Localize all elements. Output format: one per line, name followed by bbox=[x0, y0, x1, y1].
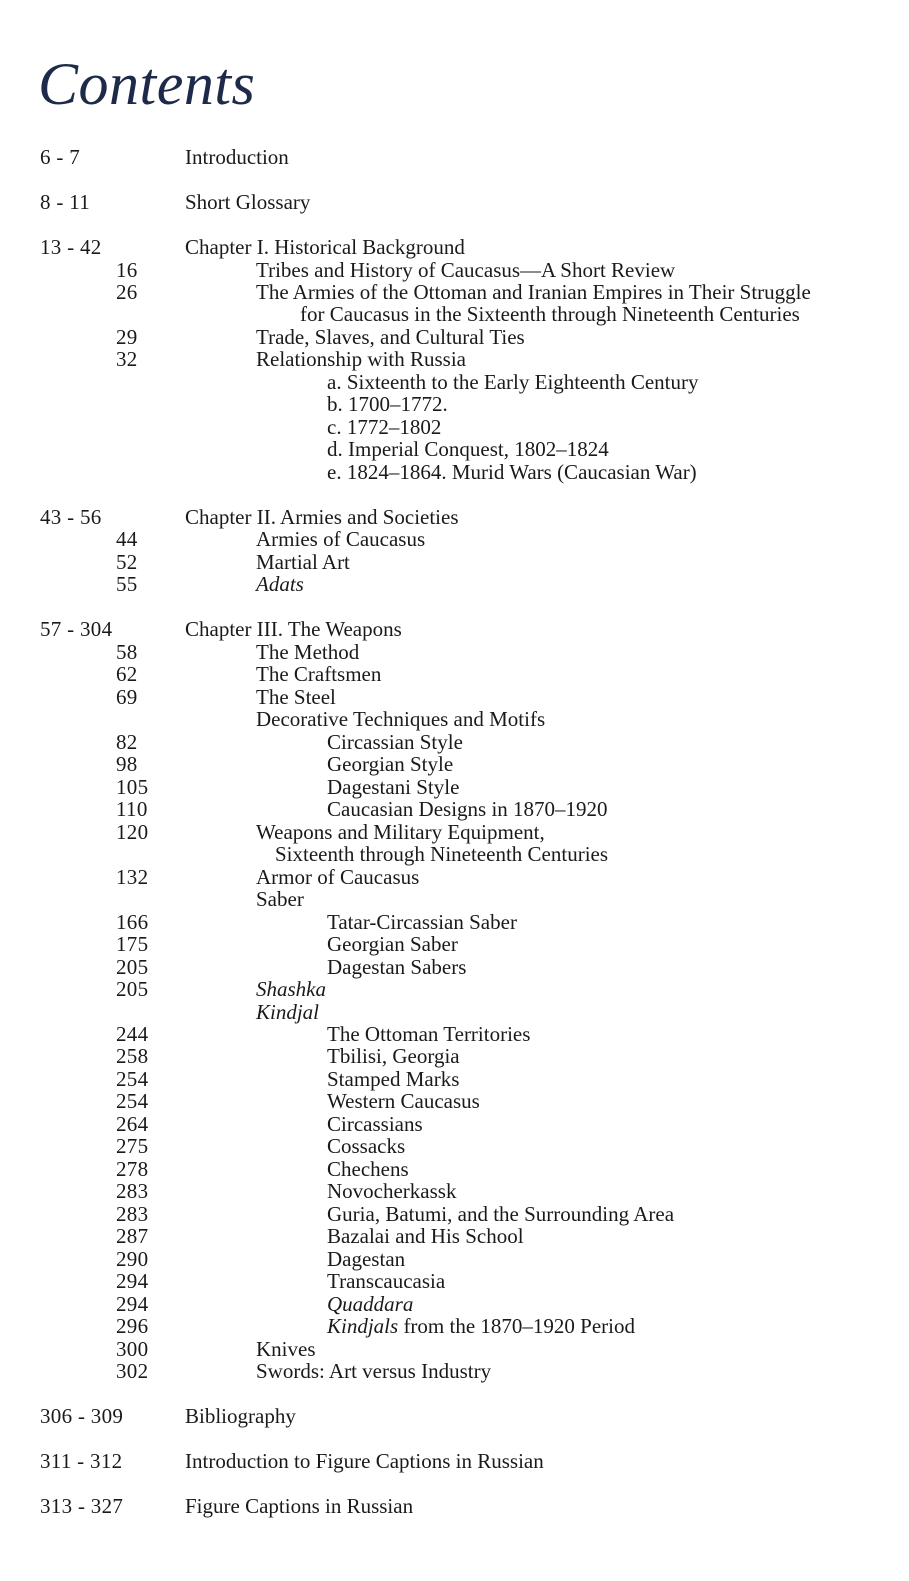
toc-row bbox=[0, 640, 909, 664]
toc-entry-title: Guria, Batumi, and the Surrounding Area bbox=[327, 1202, 675, 1226]
toc-entry-title: Kindjal bbox=[256, 1000, 320, 1024]
toc-entry-title: Circassians bbox=[327, 1112, 423, 1136]
toc-entry-title: Tbilisi, Georgia bbox=[327, 1044, 460, 1068]
toc-page-number: 287 bbox=[116, 1224, 149, 1248]
toc-row bbox=[0, 662, 909, 686]
toc-row bbox=[0, 572, 909, 596]
toc-row bbox=[0, 752, 909, 776]
toc-page-number: 175 bbox=[116, 932, 149, 956]
page-title: Contents bbox=[38, 51, 256, 117]
toc-row bbox=[0, 1337, 909, 1361]
toc-entry-title: Novocherkassk bbox=[327, 1179, 457, 1203]
toc-page-number: 278 bbox=[116, 1157, 149, 1181]
toc-entry-title: Chapter II. Armies and Societies bbox=[185, 505, 459, 529]
toc-page-number: 44 bbox=[116, 527, 138, 551]
toc-entry-title: c. 1772–1802 bbox=[327, 415, 442, 439]
toc-entry-title: Figure Captions in Russian bbox=[185, 1494, 414, 1518]
toc-page-number: 166 bbox=[116, 910, 149, 934]
toc-entry-title: Swords: Art versus Industry bbox=[256, 1359, 492, 1383]
toc-entry-title: Relationship with Russia bbox=[256, 347, 466, 371]
toc-page-number: 311 - 312 bbox=[40, 1449, 123, 1473]
toc-row bbox=[0, 1269, 909, 1293]
toc-row bbox=[0, 145, 909, 169]
toc-entry-title: for Caucasus in the Sixteenth through Nineteenth Centuries bbox=[300, 302, 800, 326]
toc-row bbox=[0, 1089, 909, 1113]
toc-entry-title: Bazalai and His School bbox=[327, 1224, 524, 1248]
toc-page-number: 283 bbox=[116, 1179, 149, 1203]
toc-row bbox=[0, 1247, 909, 1271]
toc-page-number: 105 bbox=[116, 775, 149, 799]
toc-row bbox=[0, 617, 909, 641]
toc-entry-title: Caucasian Designs in 1870–1920 bbox=[327, 797, 608, 821]
toc-entry-title: The Craftsmen bbox=[256, 662, 382, 686]
toc-entry-title: Dagestan Sabers bbox=[327, 955, 467, 979]
toc-row bbox=[0, 707, 909, 731]
toc-row bbox=[0, 258, 909, 282]
toc-page-number: 254 bbox=[116, 1089, 149, 1113]
toc-row bbox=[0, 527, 909, 551]
toc-row bbox=[0, 392, 909, 416]
toc-row bbox=[0, 1157, 909, 1181]
toc-entry-title: d. Imperial Conquest, 1802–1824 bbox=[327, 437, 609, 461]
toc-entry-title bbox=[327, 1314, 635, 1338]
toc-row bbox=[0, 415, 909, 439]
toc-entry-title: Martial Art bbox=[256, 550, 350, 574]
toc-row bbox=[0, 1134, 909, 1158]
toc-entry-title: Armies of Caucasus bbox=[256, 527, 426, 551]
toc-entry-rest: from the 1870–1920 Period bbox=[403, 1314, 635, 1338]
toc-row bbox=[0, 1000, 909, 1024]
toc-row bbox=[0, 1292, 909, 1316]
toc-row bbox=[0, 1359, 909, 1383]
toc-row bbox=[0, 977, 909, 1001]
toc-page-number: 296 bbox=[116, 1314, 149, 1338]
toc-row bbox=[0, 685, 909, 709]
toc-row bbox=[0, 1067, 909, 1091]
toc-entry-title: Dagestan bbox=[327, 1247, 406, 1271]
toc-page-number: 254 bbox=[116, 1067, 149, 1091]
toc-row bbox=[0, 1022, 909, 1046]
toc-entry-title: Quaddara bbox=[327, 1292, 414, 1316]
toc-row bbox=[0, 730, 909, 754]
toc-entry-title: The Ottoman Territories bbox=[327, 1022, 531, 1046]
toc-page-number: 290 bbox=[116, 1247, 149, 1271]
toc-page-number: 306 - 309 bbox=[40, 1404, 124, 1428]
toc-page-number: 58 bbox=[116, 640, 138, 664]
toc-row bbox=[0, 842, 909, 866]
toc-page-number: 302 bbox=[116, 1359, 149, 1383]
toc-row bbox=[0, 820, 909, 844]
toc-entry-title: Knives bbox=[256, 1337, 316, 1361]
toc-row bbox=[0, 1449, 909, 1473]
toc-entry-title: The Steel bbox=[256, 685, 336, 709]
toc-row bbox=[0, 910, 909, 934]
toc-row bbox=[0, 505, 909, 529]
toc-row bbox=[0, 550, 909, 574]
toc-page-number: 32 bbox=[116, 347, 138, 371]
toc-entry-title: Bibliography bbox=[185, 1404, 296, 1428]
toc-entry-title: Weapons and Military Equipment, bbox=[256, 820, 545, 844]
toc-entry-title: The Armies of the Ottoman and Iranian Empires in Their Struggle bbox=[256, 280, 811, 304]
toc-entry-title: Chapter I. Historical Background bbox=[185, 235, 465, 259]
toc-row bbox=[0, 1314, 909, 1338]
toc-row bbox=[0, 1404, 909, 1428]
toc-page-number: 8 - 11 bbox=[40, 190, 91, 214]
toc-page-number: 6 - 7 bbox=[40, 145, 80, 169]
toc-entry-title: Short Glossary bbox=[185, 190, 311, 214]
toc-row bbox=[0, 302, 909, 326]
toc-page-number: 294 bbox=[116, 1292, 149, 1316]
toc-page-number: 98 bbox=[116, 752, 138, 776]
toc-entry-title: Adats bbox=[256, 572, 304, 596]
toc-entry-italic-part: Kindjals bbox=[327, 1314, 399, 1338]
toc-row bbox=[0, 370, 909, 394]
toc-row bbox=[0, 887, 909, 911]
toc-page-number: 69 bbox=[116, 685, 138, 709]
toc-page-number: 110 bbox=[116, 797, 148, 821]
toc-row bbox=[0, 1044, 909, 1068]
toc-entry-title: Tribes and History of Caucasus—A Short Review bbox=[256, 258, 676, 282]
toc-entry-title: Shashka bbox=[256, 977, 326, 1001]
toc-page-number: 283 bbox=[116, 1202, 149, 1226]
toc-page-number: 264 bbox=[116, 1112, 149, 1136]
toc-page-number: 55 bbox=[116, 572, 138, 596]
toc-entry-title: Introduction to Figure Captions in Russian bbox=[185, 1449, 544, 1473]
toc-page-number: 120 bbox=[116, 820, 149, 844]
toc-page-number: 300 bbox=[116, 1337, 149, 1361]
toc-entry-title: e. 1824–1864. Murid Wars (Caucasian War) bbox=[327, 460, 697, 484]
toc-row bbox=[0, 460, 909, 484]
toc-page-number: 205 bbox=[116, 977, 149, 1001]
toc-entry-title: Cossacks bbox=[327, 1134, 406, 1158]
toc-page-number: 244 bbox=[116, 1022, 149, 1046]
toc-row bbox=[0, 437, 909, 461]
toc-page-number: 62 bbox=[116, 662, 138, 686]
toc-row bbox=[0, 1494, 909, 1518]
toc-page-number: 43 - 56 bbox=[40, 505, 102, 529]
toc-entry-title: The Method bbox=[256, 640, 360, 664]
toc-row bbox=[0, 775, 909, 799]
toc-row bbox=[0, 1179, 909, 1203]
toc-page-number: 57 - 304 bbox=[40, 617, 113, 641]
toc-entry-title: Armor of Caucasus bbox=[256, 865, 420, 889]
toc-entry-title: Chapter III. The Weapons bbox=[185, 617, 402, 641]
toc-entry-title: Introduction bbox=[185, 145, 289, 169]
toc-entry-title: Transcaucasia bbox=[327, 1269, 446, 1293]
toc-row bbox=[0, 347, 909, 371]
toc-page-number: 294 bbox=[116, 1269, 149, 1293]
toc-entry-title: Chechens bbox=[327, 1157, 409, 1181]
toc-entry-title: a. Sixteenth to the Early Eighteenth Century bbox=[327, 370, 699, 394]
toc-row bbox=[0, 797, 909, 821]
toc-entry-title: Tatar-Circassian Saber bbox=[327, 910, 517, 934]
toc-page-number: 13 - 42 bbox=[40, 235, 102, 259]
toc-page-number: 29 bbox=[116, 325, 138, 349]
toc-entry-title: Dagestani Style bbox=[327, 775, 460, 799]
toc-page-number: 82 bbox=[116, 730, 138, 754]
toc-entry-title: Sixteenth through Nineteenth Centuries bbox=[275, 842, 609, 866]
toc-entry-title: Saber bbox=[256, 887, 304, 911]
toc-entry-title: Trade, Slaves, and Cultural Ties bbox=[256, 325, 525, 349]
toc-entry-title: Circassian Style bbox=[327, 730, 463, 754]
toc-row bbox=[0, 325, 909, 349]
toc-entry-title: Western Caucasus bbox=[327, 1089, 480, 1113]
toc-page-number: 313 - 327 bbox=[40, 1494, 124, 1518]
toc-page-number: 258 bbox=[116, 1044, 149, 1068]
toc-entry-title: Georgian Style bbox=[327, 752, 454, 776]
toc-row bbox=[0, 190, 909, 214]
toc-page-number: 132 bbox=[116, 865, 149, 889]
toc-row bbox=[0, 1224, 909, 1248]
toc-row bbox=[0, 1112, 909, 1136]
toc-row bbox=[0, 1202, 909, 1226]
toc-page-number: 52 bbox=[116, 550, 138, 574]
toc-entry-title: Decorative Techniques and Motifs bbox=[256, 707, 546, 731]
toc-row bbox=[0, 280, 909, 304]
toc-page-number: 205 bbox=[116, 955, 149, 979]
toc-row bbox=[0, 865, 909, 889]
toc-row bbox=[0, 235, 909, 259]
toc-page-number: 16 bbox=[116, 258, 138, 282]
toc-page-number: 26 bbox=[116, 280, 138, 304]
toc-entry-title: Georgian Saber bbox=[327, 932, 458, 956]
toc-page-number: 275 bbox=[116, 1134, 149, 1158]
toc-row bbox=[0, 932, 909, 956]
toc-entry-title: b. 1700–1772. bbox=[327, 392, 448, 416]
toc-row bbox=[0, 955, 909, 979]
toc-entry-title: Stamped Marks bbox=[327, 1067, 460, 1091]
